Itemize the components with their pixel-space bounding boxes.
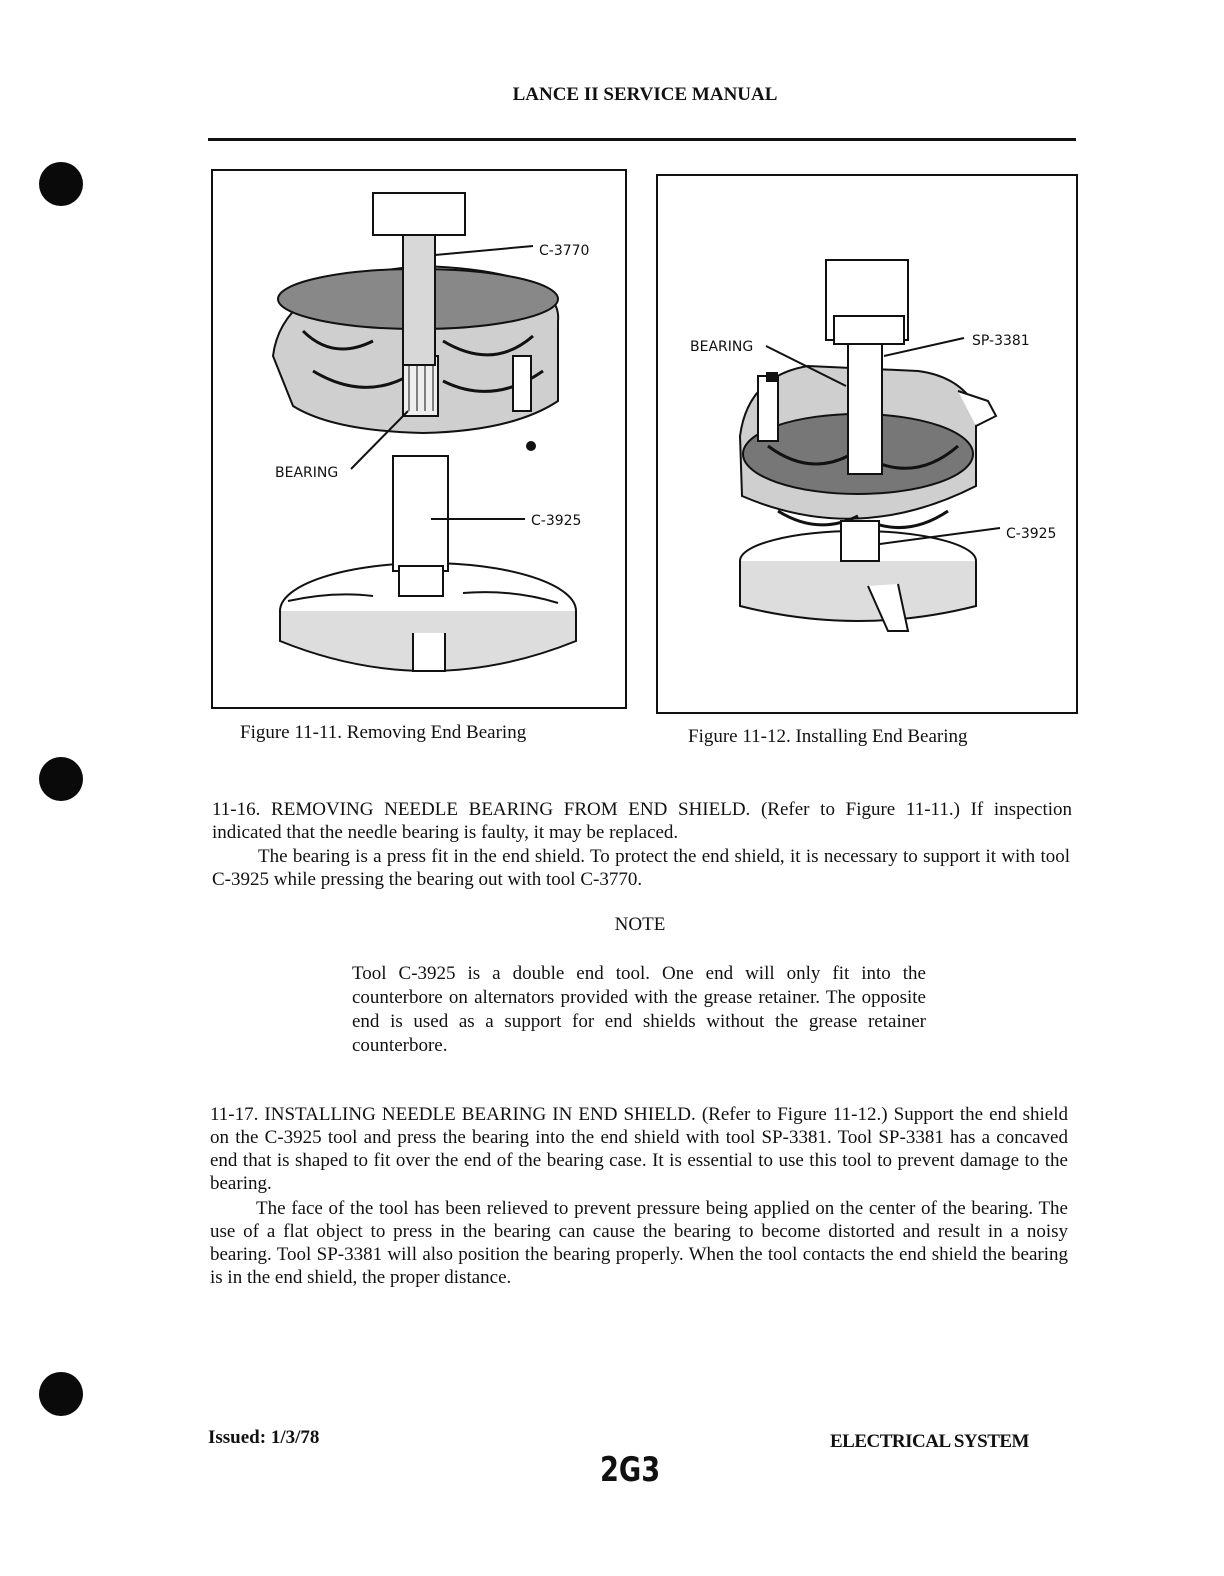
fig12-label-c3925: C-3925 (1006, 526, 1057, 542)
binder-hole-middle (39, 757, 83, 801)
page-number: 2G3 (600, 1450, 661, 1490)
figure-11-11-illustration (213, 171, 625, 707)
figure-11-11 (211, 169, 627, 709)
figure-11-12 (656, 174, 1078, 714)
figure-11-12-illustration (658, 176, 1076, 712)
fig12-label-bearing: BEARING (690, 339, 754, 355)
binder-hole-top (39, 162, 83, 206)
figure-11-12-caption: Figure 11-12. Installing End Bearing (688, 726, 968, 747)
section-11-16-heading-paragraph: 11-16. REMOVING NEEDLE BEARING FROM END SHIELD. (Refer to Figure 11-11.) If inspection indicated that the needle bearing is faulty, it may be replaced. (212, 799, 1072, 843)
binder-hole-bottom (39, 1372, 83, 1416)
note-body: Tool C-3925 is a double end tool. One end will only fit into the counterbore on alternators provided with the grease retainer. The opposite end is used as a support for end shields without the grease retainer counterbore. (352, 963, 926, 1056)
section-11-17-heading-paragraph: 11-17. INSTALLING NEEDLE BEARING IN END SHIELD. (Refer to Figure 11-12.) Support the end shield on the C-3925 tool and press the bearing into the end shield with tool SP-3381. Tool SP-3381 has a concaved end that is shaped to fit over the end of the bearing case. It is essential to use this tool to prevent damage to the bearing. (210, 1104, 1068, 1194)
footer-section-title: ELECTRICAL SYSTEM (830, 1431, 1029, 1452)
page-header-title: LANCE II SERVICE MANUAL (512, 84, 778, 105)
fig11-label-bearing: BEARING (275, 465, 339, 481)
fig12-label-sp3381: SP-3381 (972, 333, 1030, 349)
fig11-label-c3770: C-3770 (539, 243, 590, 259)
section-11-17-paragraph: The face of the tool has been relieved to prevent pressure being applied on the center of the bearing. The use of a flat object to press in the bearing can cause the bearing to become distorted and result in a noisy bearing. Tool SP-3381 will also position the bearing properly. When the tool contacts the end shield the bearing is in the end shield, the proper distance. (210, 1198, 1068, 1288)
header-rule (208, 138, 1076, 141)
footer-issued-date: Issued: 1/3/78 (208, 1427, 320, 1448)
note-title: NOTE (614, 914, 666, 935)
figure-11-11-caption: Figure 11-11. Removing End Bearing (240, 722, 527, 743)
fig11-label-c3925: C-3925 (531, 513, 582, 529)
section-11-16-paragraph: The bearing is a press fit in the end shield. To protect the end shield, it is necessary to support it with tool C-3925 while pressing the bearing out with tool C-3770. (212, 846, 1070, 890)
